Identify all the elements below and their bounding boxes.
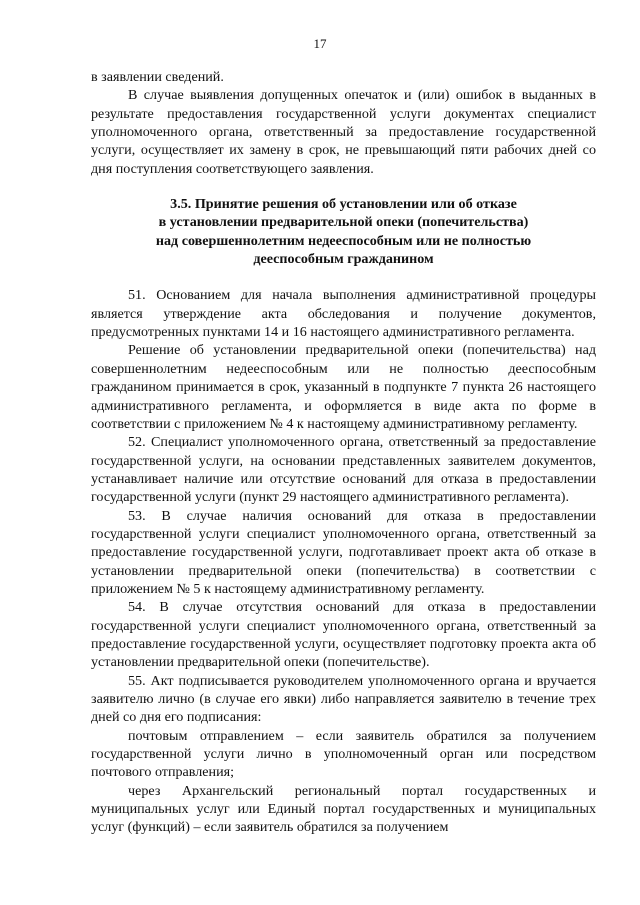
page-number: 17: [313, 36, 327, 51]
paragraph-55: 55. Акт подписывается руководителем уполномоченного органа и вручается заявителю лично (в случае его явки) либо направляется заявителю в течение трех дней со дня его подписания:: [91, 672, 596, 726]
paragraph-typo-correction: В случае выявления допущенных опечаток и (или) ошибок в выданных в результате предоставления государственной услуги документах специалист уполномоченного органа, ответственный за предоставление государственной услуги, осуществляет их замену в срок, не превышающий пяти рабочих дней со дня поступления соответствующего заявления.: [91, 87, 596, 177]
paragraph-portal: через Архангельский региональный портал государственных и муниципальных услуг или Единый портал государственных и муниципальных услуг (функций) – если заявитель обратился за получением: [91, 782, 596, 836]
paragraph-decision: Решение об установлении предварительной опеки (попечительства) над совершеннолетним недееспособным или не полностью дееспособным гражданином принимается в срок, указанный в подпункте 7 пункта 26 настоящего административного регламента, и оформляется в виде акта по форме в соответствии с приложением № 4 к настоящему административному регламенту.: [91, 342, 596, 432]
paragraph-52: 52. Специалист уполномоченного органа, ответственный за предоставление государственной услуги, на основании представленных заявителем документов, устанавливает наличие или отсутствие оснований для отказа в предоставлении государственной услуги (пункт 29 настоящего административного регламента).: [91, 434, 596, 506]
section-heading-line: 3.5. Принятие решения об установлении или об отказе: [170, 196, 517, 213]
section-heading-line: в установлении предварительной опеки (попечительства): [158, 214, 529, 231]
section-heading-line: дееспособным гражданином: [253, 251, 434, 268]
paragraph-53: 53. В случае наличия оснований для отказа в предоставлении государственной услуги специалист уполномоченного органа, ответственный за предоставление государственной услуги, подготавливает проект акта об отказе в установлении предварительной опеки (попечительства) в соответствии с приложением № 5 к настоящему административному регламенту.: [91, 507, 596, 597]
paragraph-51: 51. Основанием для начала выполнения административной процедуры является утверждение акта обследования и получение документов, предусмотренных пунктами 14 и 16 настоящего административного регламента.: [91, 287, 596, 341]
paragraph-postal: почтовым отправлением – если заявитель обратился за получением государственной услуги лично в уполномоченный орган или посредством почтового отправления;: [91, 727, 596, 781]
section-heading-line: над совершеннолетним недееспособным или не полностью: [155, 232, 532, 249]
document-body: [91, 68, 596, 837]
section-heading: [91, 195, 596, 268]
paragraph-continuation: в заявлении сведений.: [91, 69, 224, 85]
paragraph-54: 54. В случае отсутствия оснований для отказа в предоставлении государственной услуги специалист уполномоченного органа, ответственный за предоставление государственной услуги, осуществляет подготовку проекта акта об установлении предварительной опеки (попечительстве).: [91, 599, 596, 671]
